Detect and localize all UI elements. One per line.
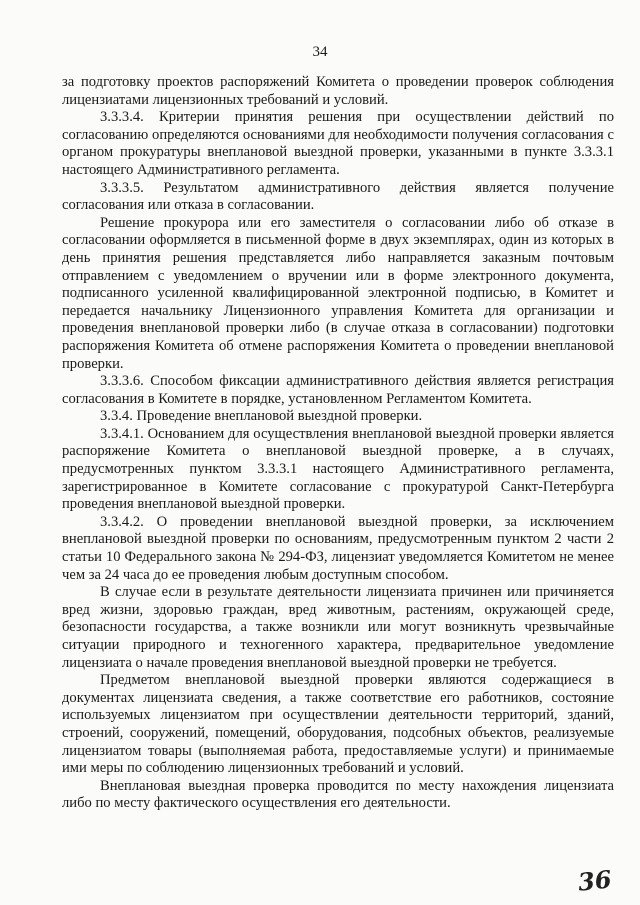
paragraph: за подготовку проектов распоряжений Комитета о проведении проверок соблюдения лицензиатами лицензионных требований и условий. xyxy=(62,74,614,108)
section-heading: 3.3.4. Проведение внеплановой выездной проверки. xyxy=(100,408,423,425)
paragraph: 3.3.3.4. Критерии принятия решения при осуществлении действий по согласованию определяются основаниями для необходимости получения согласования с органом прокуратуры внеплановой выездной проверки, указанными в пункте 3.3.3.1 настоящего Административного регламента. xyxy=(62,109,614,178)
handwritten-page-number: 36 xyxy=(576,864,613,897)
paragraph: 3.3.3.6. Способом фиксации административного действия является регистрация согласования в Комитете в порядке, установленном Регламентом Комитета. xyxy=(62,373,614,407)
paragraph: Предметом внеплановой выездной проверки являются содержащиеся в документах лицензиата сведения, а также соответствие его работников, состояние используемых лицензиатом при осуществлении деятельности территорий, зданий, строений, сооружений, помещений, оборудования, подсобных объектов, реализуемые лицензиатом товары (выполняемая работа, предоставляемые услуги) и принимаемые ими меры по соблюдению лицензионных требований и условий. xyxy=(62,672,614,777)
paragraph: В случае если в результате деятельности лицензиата причинен или причиняется вред жизни, здоровью граждан, вред животным, растениям, окружающей среде, безопасности государства, а также возникли или могут возникнуть чрезвычайные ситуации природного и техногенного характера, предварительное уведомление лицензиата о начале проведения внеплановой выездной проверки не требуется. xyxy=(62,584,614,671)
paragraph: 3.3.3.5. Результатом административного действия является получение согласования или отказа в согласовании. xyxy=(62,179,614,214)
paragraph: Внеплановая выездная проверка проводится по месту нахождения лицензиата либо по месту фактического осуществления его деятельности. xyxy=(62,777,614,812)
paragraph: Решение прокурора или его заместителя о согласовании либо об отказе в согласовании оформляется в письменной форме в двух экземплярах, один из которых в день принятия решения представляется либо направляется заказным почтовым отправлением с уведомлением о вручении или в форме электронного документа, подписанного усиленной квалифицированной электронной подписью, в Комитет и передается начальнику Лицензионного управления Комитета для организации и проведения внеплановой проверки либо (в случае отказа в согласовании) подготовки распоряжения Комитета об отмене распоряжения Комитета о проведении внеплановой проверки. xyxy=(62,214,614,372)
paragraph: 3.3.4.2. О проведении внеплановой выездной проверки, за исключением внеплановой выездной проверки по основаниям, предусмотренным пунктом 2 части 2 статьи 10 Федерального закона № 294-ФЗ, лицензиат уведомляется Комитетом не менее чем за 24 часа до ее проведения любым доступным способом. xyxy=(62,513,614,583)
document-body xyxy=(62,74,614,813)
page-number: 34 xyxy=(312,44,328,60)
paragraph: 3.3.4.1. Основанием для осуществления внеплановой выездной проверки является распоряжение Комитета о внеплановой выездной проверке, а в случаях, предусмотренных пунктом 3.3.3.1 настоящего Административного регламента, зарегистрированное в Комитете согласование с прокуратурой Санкт-Петербурга проведения внеплановой выездной проверки. xyxy=(62,425,614,513)
